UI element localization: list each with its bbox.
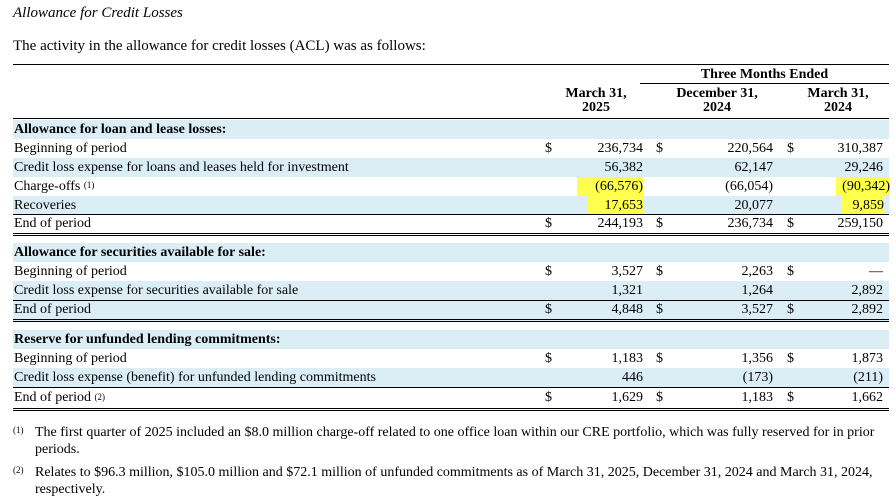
value-cell: 2,892 xyxy=(851,283,883,298)
row-label: Credit loss expense for securities available for sale xyxy=(14,283,299,298)
dollar-sign: $ xyxy=(656,390,663,405)
row-label: Charge-offs $^{(1)}$ xyxy=(14,179,95,194)
value-cell: 236,734 xyxy=(597,141,643,156)
value-cell: 4,848 xyxy=(611,302,643,317)
dollar-sign: $ xyxy=(656,302,663,317)
table-row xyxy=(13,368,889,387)
value-cell: 1,264 xyxy=(741,283,773,298)
footnote-ref: (1) xyxy=(83,180,95,190)
dollar-sign: $ xyxy=(656,264,663,279)
value-cell: — xyxy=(869,264,883,279)
header-rule xyxy=(13,118,889,119)
row-label: Beginning of period xyxy=(14,351,127,366)
footnote-ref: (2) xyxy=(94,392,105,402)
footnote-text: The first quarter of 2025 included an $8.0 million charge-off related to one office loan within our CRE portfolio, which was fully reserved for in prior periods. xyxy=(35,425,875,457)
value-cell: 1,183 xyxy=(611,351,643,366)
dollar-sign: $ xyxy=(787,216,794,231)
row-label: Credit loss expense for loans and leases held for investment xyxy=(14,160,349,175)
value-cell: (173) xyxy=(742,370,773,385)
table-row xyxy=(13,262,889,281)
column-group-header: Three Months Ended xyxy=(640,67,889,84)
dollar-sign: $ xyxy=(545,302,552,317)
dollar-sign: $ xyxy=(545,390,552,405)
row-label: Recoveries xyxy=(14,198,77,213)
intro-text: The activity in the allowance for credit losses (ACL) was as follows: xyxy=(13,38,426,54)
highlighted-value-cell: (90,342) xyxy=(836,177,890,196)
column-header-dec-2024: December 31, 2024 xyxy=(676,86,758,115)
value-cell: (66,054) xyxy=(725,179,773,194)
value-cell: 259,150 xyxy=(837,216,883,231)
dollar-sign: $ xyxy=(656,216,663,231)
highlighted-value-cell: 9,859 xyxy=(842,196,884,215)
value-cell: 29,246 xyxy=(844,160,883,175)
dollar-sign: $ xyxy=(787,390,794,405)
footnote-mark: (2) xyxy=(13,465,24,475)
section-title: Allowance for loan and lease losses: xyxy=(14,122,227,137)
dollar-sign: $ xyxy=(787,351,794,366)
value-cell: 3,527 xyxy=(611,264,643,279)
section-title-row xyxy=(13,330,889,349)
value-cell: 2,263 xyxy=(741,264,773,279)
value-cell: 20,077 xyxy=(734,198,773,213)
value-cell: 3,527 xyxy=(741,302,773,317)
table-top-rule xyxy=(13,64,889,65)
value-cell: 62,147 xyxy=(734,160,773,175)
value-cell: 310,387 xyxy=(837,141,883,156)
dollar-sign: $ xyxy=(787,302,794,317)
section-title: Allowance for securities available for sale: xyxy=(14,245,266,260)
value-cell: 236,734 xyxy=(727,216,773,231)
row-label: Beginning of period xyxy=(14,264,127,279)
dollar-sign: $ xyxy=(545,351,552,366)
value-cell: 244,193 xyxy=(597,216,643,231)
section-heading: Allowance for Credit Losses xyxy=(13,5,183,21)
table-row xyxy=(13,139,889,158)
table-row xyxy=(13,177,889,196)
table-row xyxy=(13,158,889,177)
dollar-sign: $ xyxy=(656,351,663,366)
footnote-text: Relates to $96.3 million, $105.0 million and $72.1 million of unfunded commitments as of March 31, 2025, December 31, 2024 and March 31, 2024, respectively. xyxy=(35,465,873,497)
value-cell: 446 xyxy=(622,370,643,385)
value-cell: 1,356 xyxy=(741,351,773,366)
footnote-2 xyxy=(13,464,893,497)
footnote-1 xyxy=(13,424,893,457)
dollar-sign: $ xyxy=(545,141,552,156)
column-header-mar-2025: March 31, 2025 xyxy=(565,86,627,115)
dollar-sign: $ xyxy=(656,141,663,156)
highlighted-value-cell: 17,653 xyxy=(588,196,643,215)
dollar-sign: $ xyxy=(787,141,794,156)
table-row xyxy=(13,349,889,368)
table-row xyxy=(13,196,889,215)
column-header-mar-2024: March 31, 2024 xyxy=(807,86,869,115)
row-label: Beginning of period xyxy=(14,141,127,156)
row-label: End of period $^{(2)}$ xyxy=(14,390,105,405)
dollar-sign: $ xyxy=(545,264,552,279)
value-cell: 1,629 xyxy=(611,390,643,405)
value-cell: 2,892 xyxy=(851,302,883,317)
total-row xyxy=(13,214,889,236)
section-title: Reserve for unfunded lending commitments: xyxy=(14,332,281,347)
footnote-mark: (1) xyxy=(13,425,24,435)
total-row xyxy=(13,387,889,411)
table-row xyxy=(13,281,889,300)
highlighted-value-cell: (66,576) xyxy=(577,177,643,196)
row-label: Credit loss expense (benefit) for unfunded lending commitments xyxy=(14,370,376,385)
value-cell: 1,662 xyxy=(851,390,883,405)
value-cell: 1,183 xyxy=(741,390,773,405)
dollar-sign: $ xyxy=(787,264,794,279)
value-cell: 56,382 xyxy=(604,160,643,175)
total-row xyxy=(13,300,889,322)
dollar-sign: $ xyxy=(545,216,552,231)
section-title-row xyxy=(13,243,889,262)
section-title-row xyxy=(13,120,889,139)
value-cell: 1,873 xyxy=(851,351,883,366)
value-cell: (211) xyxy=(853,370,883,385)
value-cell: 220,564 xyxy=(727,141,773,156)
row-label: End of period xyxy=(14,302,91,317)
row-label: End of period xyxy=(14,216,91,231)
value-cell: 1,321 xyxy=(611,283,643,298)
